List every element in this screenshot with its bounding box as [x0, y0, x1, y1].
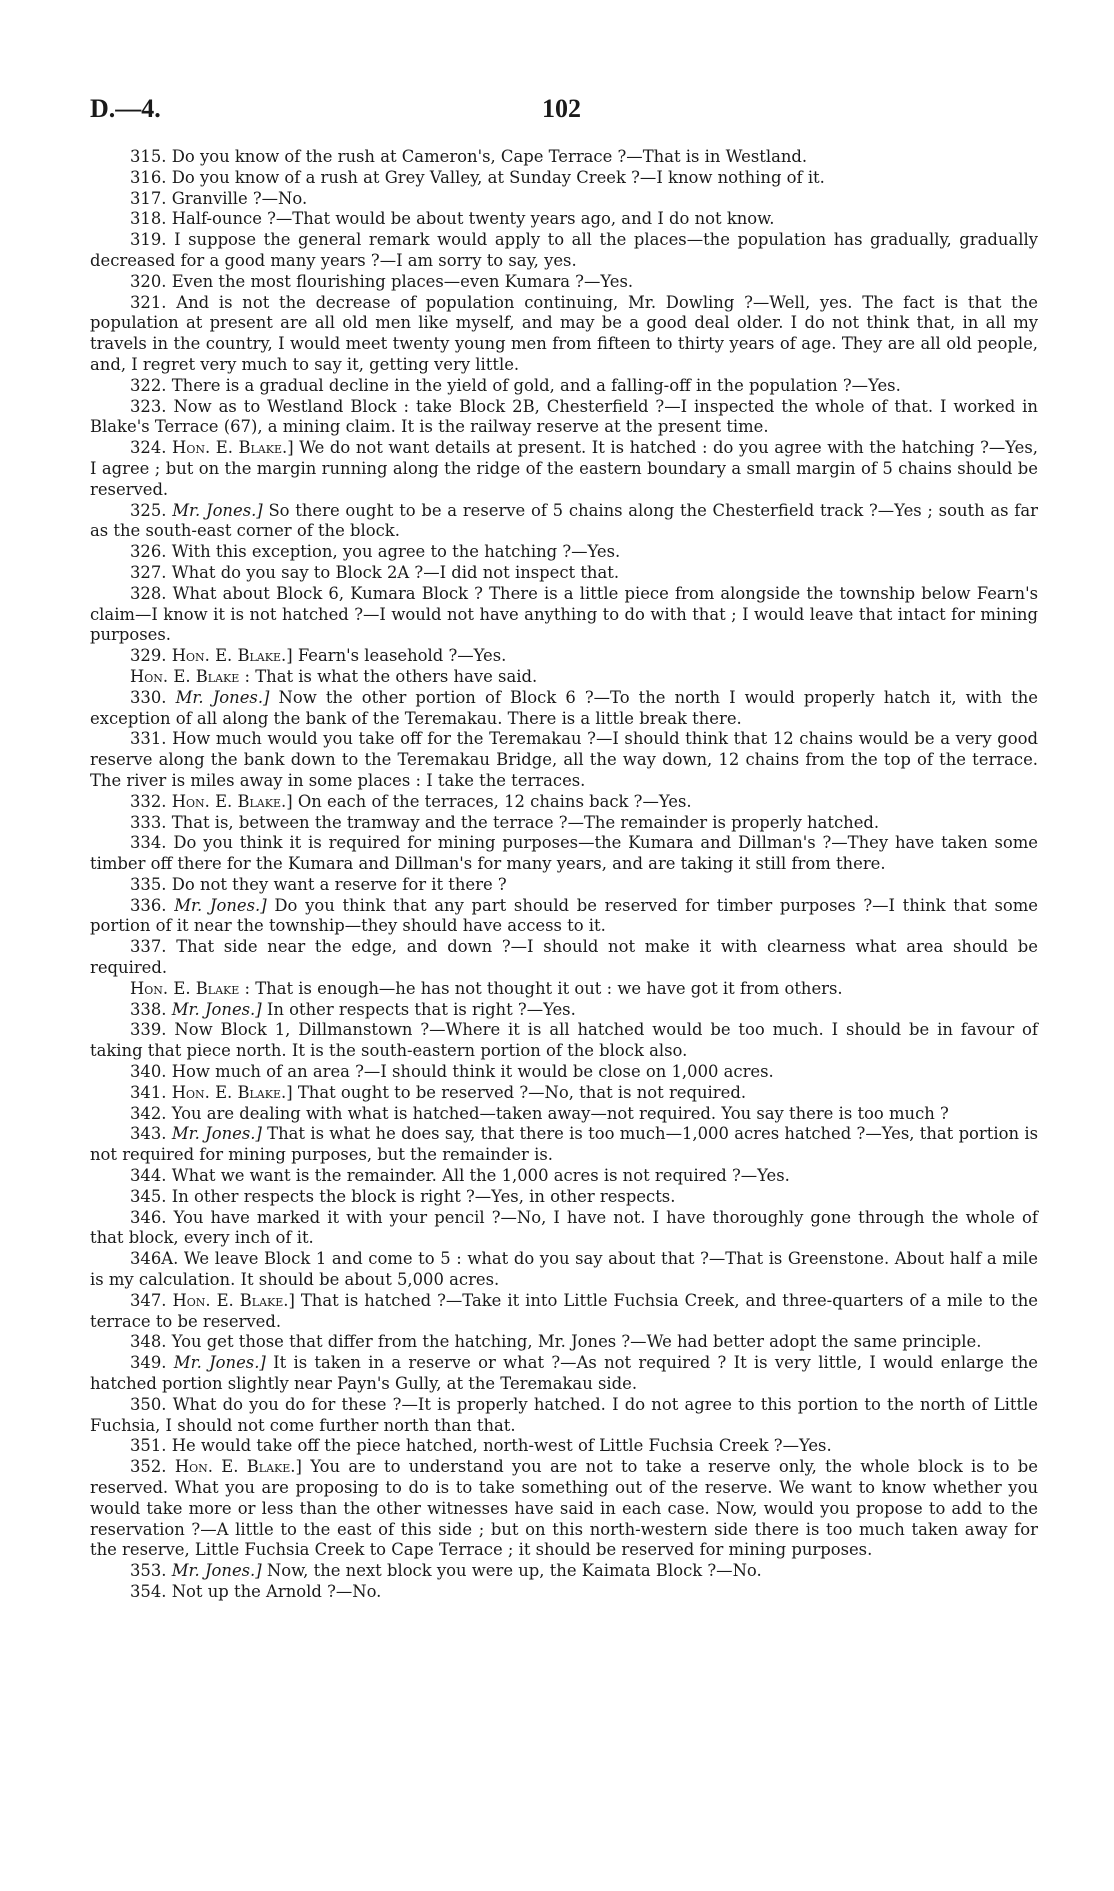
paragraph-text: You get those that differ from the hatching, Mr. Jones ?—We had better adopt the same principle. — [171, 1332, 982, 1352]
question-number: 337. — [130, 937, 177, 957]
question-number: 335. — [130, 874, 172, 894]
paragraph-text: Even the most flourishing places—even Kumara ?—Yes. — [171, 271, 634, 291]
paragraph-text: You are to understand you are not to take a reserve only, the whole block is to be reserved. What you are proposing to do is to take something out of the reserve. We want to know whether you would take more or less than the other witnesses have said in each case. Now, would you propose to add to the reservation ?—A little to the east of this side ; but on this north-western side there is too much taken away for the reserve, Little Fuchsia Creek to Cape Terrace ; it should be reserved for mining purposes. — [90, 1457, 1038, 1560]
question-number: 339. — [130, 1020, 175, 1040]
testimony-paragraph — [90, 937, 1038, 979]
question-number: 317. — [130, 188, 172, 208]
testimony-paragraph — [90, 542, 1038, 563]
testimony-paragraph — [90, 376, 1038, 397]
question-number: 345. — [130, 1186, 172, 1206]
speaker-label: Mr. Jones.] — [173, 1353, 274, 1373]
question-number: 315. — [130, 147, 172, 166]
testimony-paragraph — [90, 584, 1038, 646]
question-number: 322. — [130, 375, 172, 395]
paragraph-text: He would take off the piece hatched, north-west of Little Fuchsia Creek ?—Yes. — [171, 1436, 832, 1456]
speaker-label: Hon. E. Blake.] — [172, 438, 300, 458]
testimony-paragraph — [90, 1000, 1038, 1021]
paragraph-text: Do not they want a reserve for it there ? — [171, 874, 507, 894]
page-header — [90, 94, 1038, 134]
question-number: 353. — [130, 1561, 172, 1581]
question-number: 348. — [130, 1332, 172, 1352]
testimony-paragraph — [90, 896, 1038, 938]
paragraph-text: That is enough—he has not thought it out : we have got it from others. — [255, 978, 843, 998]
testimony-paragraph — [90, 1062, 1038, 1083]
question-number: 344. — [130, 1166, 172, 1186]
paragraph-text: In other respects the block is right ?—Yes, in other respects. — [171, 1186, 676, 1206]
testimony-paragraph — [90, 979, 1038, 1000]
testimony-paragraph — [90, 1353, 1038, 1395]
paragraph-text: Now the other portion of Block 6 ?—To the north I would properly hatch it, with the exception of all along the bank of the Teremakau. There is a little break there. — [90, 687, 1038, 728]
testimony-paragraph — [90, 209, 1038, 230]
paragraph-text: Do you know of a rush at Grey Valley, at Sunday Creek ?—I know nothing of it. — [171, 167, 825, 187]
question-number: 352. — [130, 1457, 175, 1477]
paragraph-text: Half-ounce ?—That would be about twenty years ago, and I do not know. — [171, 209, 775, 229]
question-number: 346. — [130, 1207, 174, 1227]
question-number: 333. — [130, 812, 172, 832]
question-number: 351. — [130, 1436, 172, 1456]
paragraph-text: It is taken in a reserve or what ?—As not required ? It is very little, I would enlarge the hatched portion slightly near Payn's Gully, at the Teremakau side. — [90, 1353, 1038, 1394]
question-number: 329. — [130, 646, 172, 666]
paragraph-text: And is not the decrease of population continuing, Mr. Dowling ?—Well, yes. The fact is that the population at present are all old men like myself, and may be a good deal older. I do not think that, in all my travels in the country, I would meet twenty young men from fifteen to thirty years of age. They are all old people, and, I regret very much to say it, getting very little. — [90, 292, 1038, 374]
testimony-paragraph — [90, 272, 1038, 293]
question-number: 325. — [130, 500, 173, 520]
paragraph-text: That side near the edge, and down ?—I should not make it with clearness what area should be required. — [90, 937, 1038, 978]
testimony-paragraph — [90, 1395, 1038, 1437]
testimony-paragraph — [90, 1561, 1038, 1582]
speaker-label: Hon. E. Blake.] — [174, 1457, 311, 1477]
question-number: 330. — [130, 687, 176, 707]
paragraph-text: That is what he does say, that there is too much—1,000 acres hatched ?—Yes, that portion is not required for mining purposes, but the remainder is. — [90, 1124, 1038, 1165]
question-number: 331. — [130, 729, 173, 749]
question-number: 338. — [130, 999, 172, 1019]
speaker-label: Mr. Jones.] — [171, 1561, 267, 1581]
paragraph-text: I suppose the general remark would apply to all the places—the population has gradually, gradually decreased for a good many years ?—I am sorry to say, yes. — [90, 230, 1038, 270]
testimony-paragraph — [90, 1332, 1038, 1353]
testimony-paragraph — [90, 1291, 1038, 1333]
paragraph-text: You are dealing with what is hatched—taken away—not required. You say there is too much ? — [171, 1103, 949, 1123]
speaker-label: Hon. E. Blake.] — [171, 791, 298, 811]
question-number: 323. — [130, 396, 174, 416]
page-number: 102 — [542, 94, 581, 123]
testimony-paragraph — [90, 563, 1038, 584]
testimony-paragraph — [90, 646, 1038, 667]
testimony-paragraph — [90, 397, 1038, 439]
testimony-paragraph — [90, 1124, 1038, 1166]
question-number: 318. — [130, 209, 172, 229]
testimony-paragraph — [90, 230, 1038, 272]
paragraph-text: How much would you take off for the Teremakau ?—I should think that 12 chains would be a very good reserve along the bank down to the Teremakau Bridge, all the way down, 12 chains from the top of the terrace. The river is miles away in some places : I take the terraces. — [90, 729, 1038, 790]
question-number: 342. — [130, 1103, 172, 1123]
testimony-paragraph — [90, 875, 1038, 896]
paragraph-text: You have marked it with your pencil ?—No, I have not. I have thoroughly gone through the whole of that block, every inch of it. — [90, 1207, 1038, 1248]
paragraph-text: There is a gradual decline in the yield of gold, and a falling-off in the population ?—Yes. — [171, 375, 901, 395]
paragraph-text: That is what the others have said. — [255, 666, 538, 686]
testimony-paragraph — [90, 1166, 1038, 1187]
paragraph-text: Granville ?—No. — [171, 188, 308, 208]
paragraph-text: That ought to be reserved ?—No, that is not required. — [297, 1082, 747, 1102]
testimony-paragraph — [90, 1457, 1038, 1561]
paragraph-text: That is, between the tramway and the terrace ?—The remainder is properly hatched. — [171, 812, 880, 832]
question-number: 341. — [130, 1082, 172, 1102]
question-number: 336. — [130, 895, 175, 915]
testimony-paragraph — [90, 1582, 1038, 1603]
testimony-paragraph — [90, 1249, 1038, 1291]
speaker-label: Mr. Jones.] — [171, 999, 267, 1019]
paragraph-text: What do you do for these ?—It is properly hatched. I do not agree to this portion to the north of Little Fuchsia, I should not come further north than that. — [90, 1394, 1038, 1435]
testimony-paragraph — [90, 501, 1038, 543]
testimony-paragraph — [90, 1083, 1038, 1104]
testimony-paragraph — [90, 1187, 1038, 1208]
testimony-paragraph — [90, 293, 1038, 376]
paragraph-text: Fearn's leasehold ?—Yes. — [297, 646, 507, 666]
paragraph-text: Now as to Westland Block : take Block 2B, Chesterfield ?—I inspected the whole of that. I worked in Blake's Terrace (67), a mining claim. It is the railway reserve at the present time. — [90, 396, 1038, 437]
testimony-paragraph — [90, 1104, 1038, 1125]
question-number: 346A. — [130, 1249, 184, 1269]
question-number: 354. — [130, 1581, 172, 1601]
question-number: 349. — [130, 1353, 174, 1373]
paragraph-text: Now, the next block you were up, the Kaimata Block ?—No. — [266, 1561, 762, 1581]
paragraph-text: With this exception, you agree to the hatching ?—Yes. — [171, 542, 621, 562]
paragraph-text: How much of an area ?—I should think it would be close on 1,000 acres. — [171, 1062, 774, 1082]
paragraph-text: Do you think that any part should be reserved for timber purposes ?—I think that some portion of it near the township—they should have access to it. — [90, 895, 1038, 936]
testimony-paragraph — [90, 438, 1038, 500]
question-number: 316. — [130, 167, 172, 187]
testimony-paragraph — [90, 813, 1038, 834]
paragraph-text: Now Block 1, Dillmanstown ?—Where it is all hatched would be too much. I should be in favour of taking that piece north. It is the south-eastern portion of the block also. — [90, 1020, 1038, 1061]
paragraph-text: What do you say to Block 2A ?—I did not inspect that. — [171, 562, 620, 582]
question-number: 334. — [130, 833, 174, 853]
paragraph-text: Do you know of the rush at Cameron's, Cape Terrace ?—That is in Westland. — [171, 147, 808, 166]
paragraph-text: What we want is the remainder. All the 1,000 acres is not required ?—Yes. — [171, 1166, 790, 1186]
paragraph-text: In other respects that is right ?—Yes. — [266, 999, 576, 1019]
question-number: 350. — [130, 1394, 173, 1414]
paragraph-text: We do not want details at present. It is hatched : do you agree with the hatching ?—Yes, I agree ; but on the margin running along the ridge of the eastern boundary a small margin of 5 chains should be reserved. — [90, 438, 1038, 499]
speaker-label: Mr. Jones.] — [172, 500, 269, 520]
question-number: 321. — [130, 292, 177, 312]
paragraph-text: We leave Block 1 and come to 5 : what do you say about that ?—That is Greenstone. About half a mile is my calculation. It should be about 5,000 acres. — [90, 1249, 1038, 1290]
question-number: 332. — [130, 791, 172, 811]
question-number: 320. — [130, 271, 172, 291]
testimony-paragraph — [90, 1436, 1038, 1457]
testimony-paragraph — [90, 833, 1038, 875]
question-number: 328. — [130, 583, 173, 603]
question-number: 343. — [130, 1124, 172, 1144]
paragraph-text: Not up the Arnold ?—No. — [171, 1581, 382, 1601]
testimony-paragraph — [90, 1208, 1038, 1250]
paragraph-text: Do you think it is required for mining purposes—the Kumara and Dillman's ?—They have taken some timber off there for the Kumara and Dillman's for many years, and are taking it still from there. — [90, 833, 1038, 874]
paragraph-text: That is hatched ?—Take it into Little Fuchsia Creek, and three-quarters of a mile to the terrace to be reserved. — [90, 1290, 1038, 1331]
speaker-label: Hon. E. Blake.] — [171, 646, 298, 666]
speaker-label: Mr. Jones.] — [171, 1124, 268, 1144]
speaker-label: Hon. E. Blake : — [130, 666, 256, 686]
testimony-paragraph — [90, 688, 1038, 730]
paragraph-text: On each of the terraces, 12 chains back ?—Yes. — [297, 791, 692, 811]
speaker-label: Hon. E. Blake.] — [172, 1290, 301, 1310]
testimony-paragraph — [90, 1020, 1038, 1062]
testimony-paragraph — [90, 189, 1038, 210]
question-number: 340. — [130, 1062, 172, 1082]
speaker-label: Hon. E. Blake.] — [171, 1082, 298, 1102]
speaker-label: Mr. Jones.] — [175, 687, 279, 707]
testimony-paragraph — [90, 147, 1038, 168]
question-number: 327. — [130, 562, 172, 582]
testimony-paragraph — [90, 667, 1038, 688]
question-number: 319. — [130, 230, 175, 250]
paragraph-text: What about Block 6, Kumara Block ? There is a little piece from alongside the township below Fearn's claim—I know it is not hatched ?—I would not have anything to do with that ; I would leave that intact for mining purposes. — [90, 583, 1038, 645]
testimony-body — [90, 147, 1038, 1603]
question-number: 326. — [130, 542, 172, 562]
speaker-label: Mr. Jones.] — [174, 895, 275, 915]
question-number: 347. — [130, 1290, 173, 1310]
paragraph-text: So there ought to be a reserve of 5 chains along the Chesterfield track ?—Yes ; south as far as the south-east corner of the block. — [90, 500, 1038, 541]
testimony-paragraph — [90, 729, 1038, 791]
question-number: 324. — [130, 438, 173, 458]
document-reference: D.—4. — [90, 94, 161, 123]
testimony-paragraph — [90, 168, 1038, 189]
testimony-paragraph — [90, 792, 1038, 813]
speaker-label: Hon. E. Blake : — [130, 978, 256, 998]
